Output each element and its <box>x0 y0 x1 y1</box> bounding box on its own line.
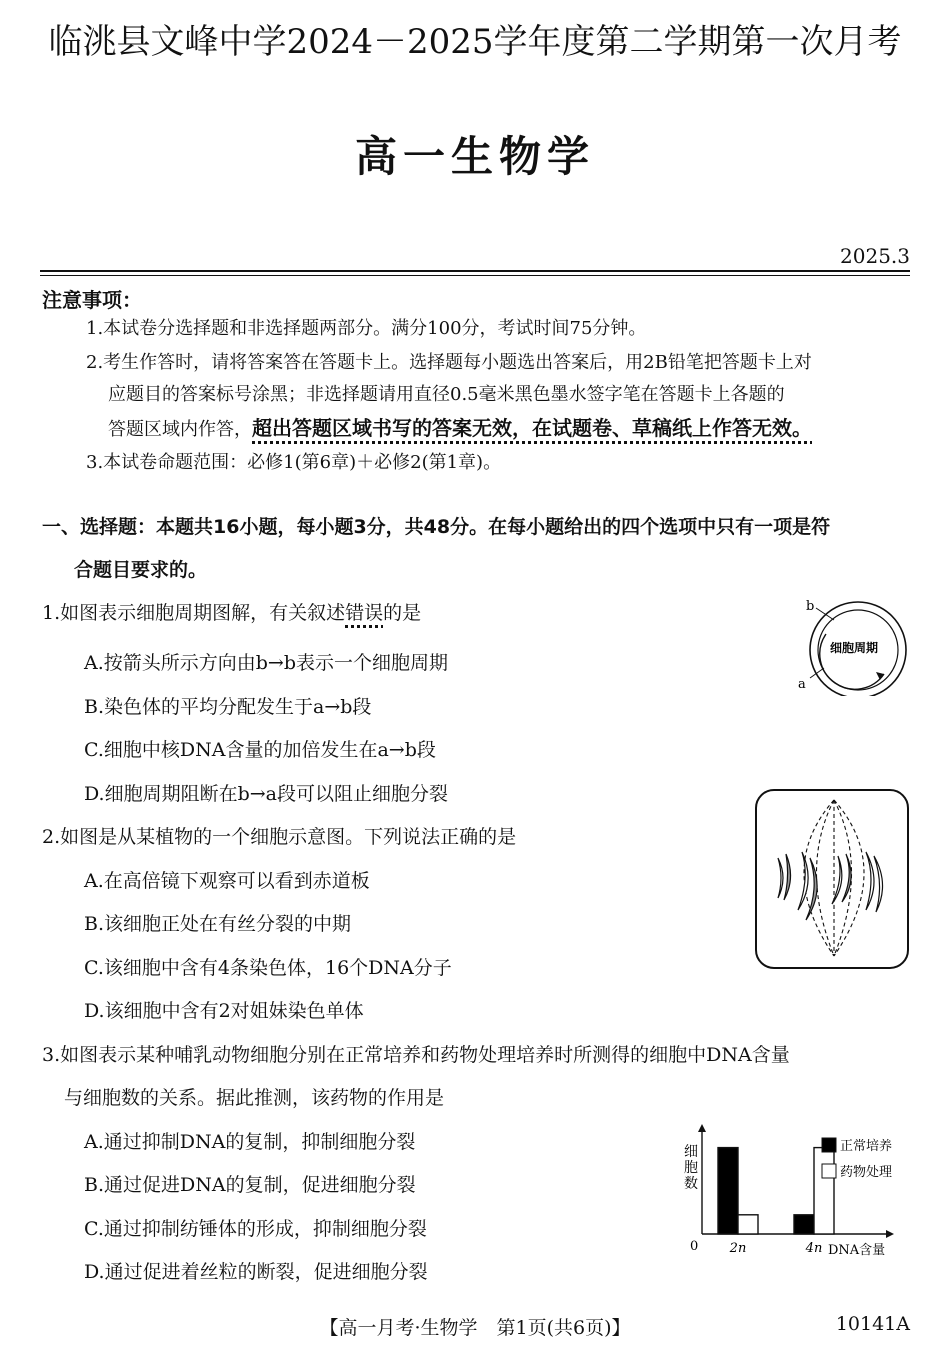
legend-swatch-normal <box>822 1138 836 1152</box>
note-2-line-1: 2.考生作答时，请将答案答在答题卡上。选择题每小题选出答案后，用2B铅笔把答题卡上对 <box>86 352 812 373</box>
plant-cell-figure <box>754 788 910 970</box>
notes-heading: 注意事项： <box>42 288 142 312</box>
plant-cell-wall <box>756 790 908 968</box>
chart-x-arrow <box>886 1230 894 1238</box>
question-1-option-b: B.染色体的平均分配发生于a→b段 <box>84 696 372 718</box>
section-1-heading-line-2: 合题目要求的。 <box>74 559 208 581</box>
question-2-option-a: A.在高倍镜下观察可以看到赤道板 <box>84 870 370 892</box>
question-3-option-a: A.通过抑制DNA的复制，抑制细胞分裂 <box>84 1131 416 1153</box>
cell-cycle-label-b: b <box>806 599 815 614</box>
bar-4n-drug <box>814 1148 834 1234</box>
question-3-option-d: D.通过促进着丝粒的断裂，促进细胞分裂 <box>84 1261 428 1283</box>
section-1-heading-line-1: 一、选择题：本题共16小题，每小题3分，共48分。在每小题给出的四个选项中只有一项是符 <box>42 516 831 538</box>
header-rule-thick <box>40 270 910 272</box>
note-3: 3.本试卷命题范围：必修1(第6章)＋必修2(第1章)。 <box>86 452 502 473</box>
note-2-line-3-text: 答题区域内作答， <box>108 419 252 440</box>
cell-cycle-center-label: 细胞周期 <box>829 641 879 655</box>
chart-ylabel-3: 数 <box>684 1176 698 1192</box>
bar-2n-normal <box>718 1148 738 1234</box>
exam-title: 临洮县文峰中学2024－2025学年度第二学期第一次月考 <box>48 22 902 62</box>
question-2-option-b: B.该细胞正处在有丝分裂的中期 <box>84 913 352 935</box>
legend-label-normal: 正常培养 <box>840 1139 893 1154</box>
subject-title: 高一生物学 <box>354 132 595 181</box>
question-3-option-b: B.通过促进DNA的复制，促进细胞分裂 <box>84 1174 416 1196</box>
tick-label-4n: 4n <box>805 1241 823 1256</box>
exam-date: 2025.3 <box>840 244 910 268</box>
note-2-line-2: 应题目的答案标号涂黑；非选择题请用直径0.5毫米黑色墨水签字笔在答题卡上各题的 <box>108 384 785 405</box>
chart-ylabel-1: 细 <box>684 1144 698 1160</box>
exam-code: 10141A <box>835 1313 910 1335</box>
question-1-stem-end: 的是 <box>383 602 422 624</box>
question-2-option-c: C.该细胞中含有4条染色体，16个DNA分子 <box>84 957 452 979</box>
question-3-stem-line-1: 3.如图表示某种哺乳动物细胞分别在正常培养和药物处理培养时所测得的细胞中DNA含量 <box>42 1044 790 1066</box>
bar-4n-normal <box>794 1215 814 1234</box>
chart-ylabel-2: 胞 <box>684 1160 698 1176</box>
cell-cycle-figure <box>796 596 918 696</box>
question-1-stem-emphasis: 错误 <box>345 602 384 624</box>
question-2-stem: 2.如图是从某植物的一个细胞示意图。下列说法正确的是 <box>42 826 517 848</box>
note-1: 1.本试卷分选择题和非选择题两部分。满分100分，考试时间75分钟。 <box>86 318 647 339</box>
chart-ticks <box>729 1241 823 1256</box>
chart-bars <box>718 1148 834 1234</box>
cell-cycle-label-a: a <box>798 677 806 692</box>
note-2-emphasis: 超出答题区域书写的答案无效，在试题卷、草稿纸上作答无效。 <box>252 416 812 440</box>
chart-xlabel: DNA含量 <box>828 1243 886 1258</box>
question-1-stem <box>42 598 421 625</box>
question-1-option-c: C.细胞中核DNA含量的加倍发生在a→b段 <box>84 739 436 761</box>
question-3-option-c: C.通过抑制纺锤体的形成，抑制细胞分裂 <box>84 1218 427 1240</box>
question-1-stem-text: 1.如图表示细胞周期图解，有关叙述 <box>42 602 346 624</box>
question-1-option-d: D.细胞周期阻断在b→a段可以阻止细胞分裂 <box>84 783 449 805</box>
note-2-line-3 <box>108 412 812 441</box>
bar-2n-drug <box>738 1215 758 1234</box>
legend-swatch-drug <box>822 1164 836 1178</box>
question-1-option-a: A.按箭头所示方向由b→b表示一个细胞周期 <box>84 652 449 674</box>
dna-content-chart <box>680 1122 920 1262</box>
legend-label-drug: 药物处理 <box>840 1165 893 1180</box>
cell-cycle-a-marker <box>810 668 824 678</box>
tick-label-2n: 2n <box>729 1241 747 1256</box>
header-rule-thin <box>40 275 910 276</box>
chart-y-arrow <box>698 1124 706 1132</box>
page-footer: 【高一月考·生物学 第1页(共6页)】 <box>319 1317 631 1339</box>
question-2-option-d: D.该细胞中含有2对姐妹染色单体 <box>84 1000 364 1022</box>
chart-origin-label: 0 <box>690 1239 699 1254</box>
question-3-stem-line-2: 与细胞数的关系。据此推测，该药物的作用是 <box>64 1087 445 1109</box>
